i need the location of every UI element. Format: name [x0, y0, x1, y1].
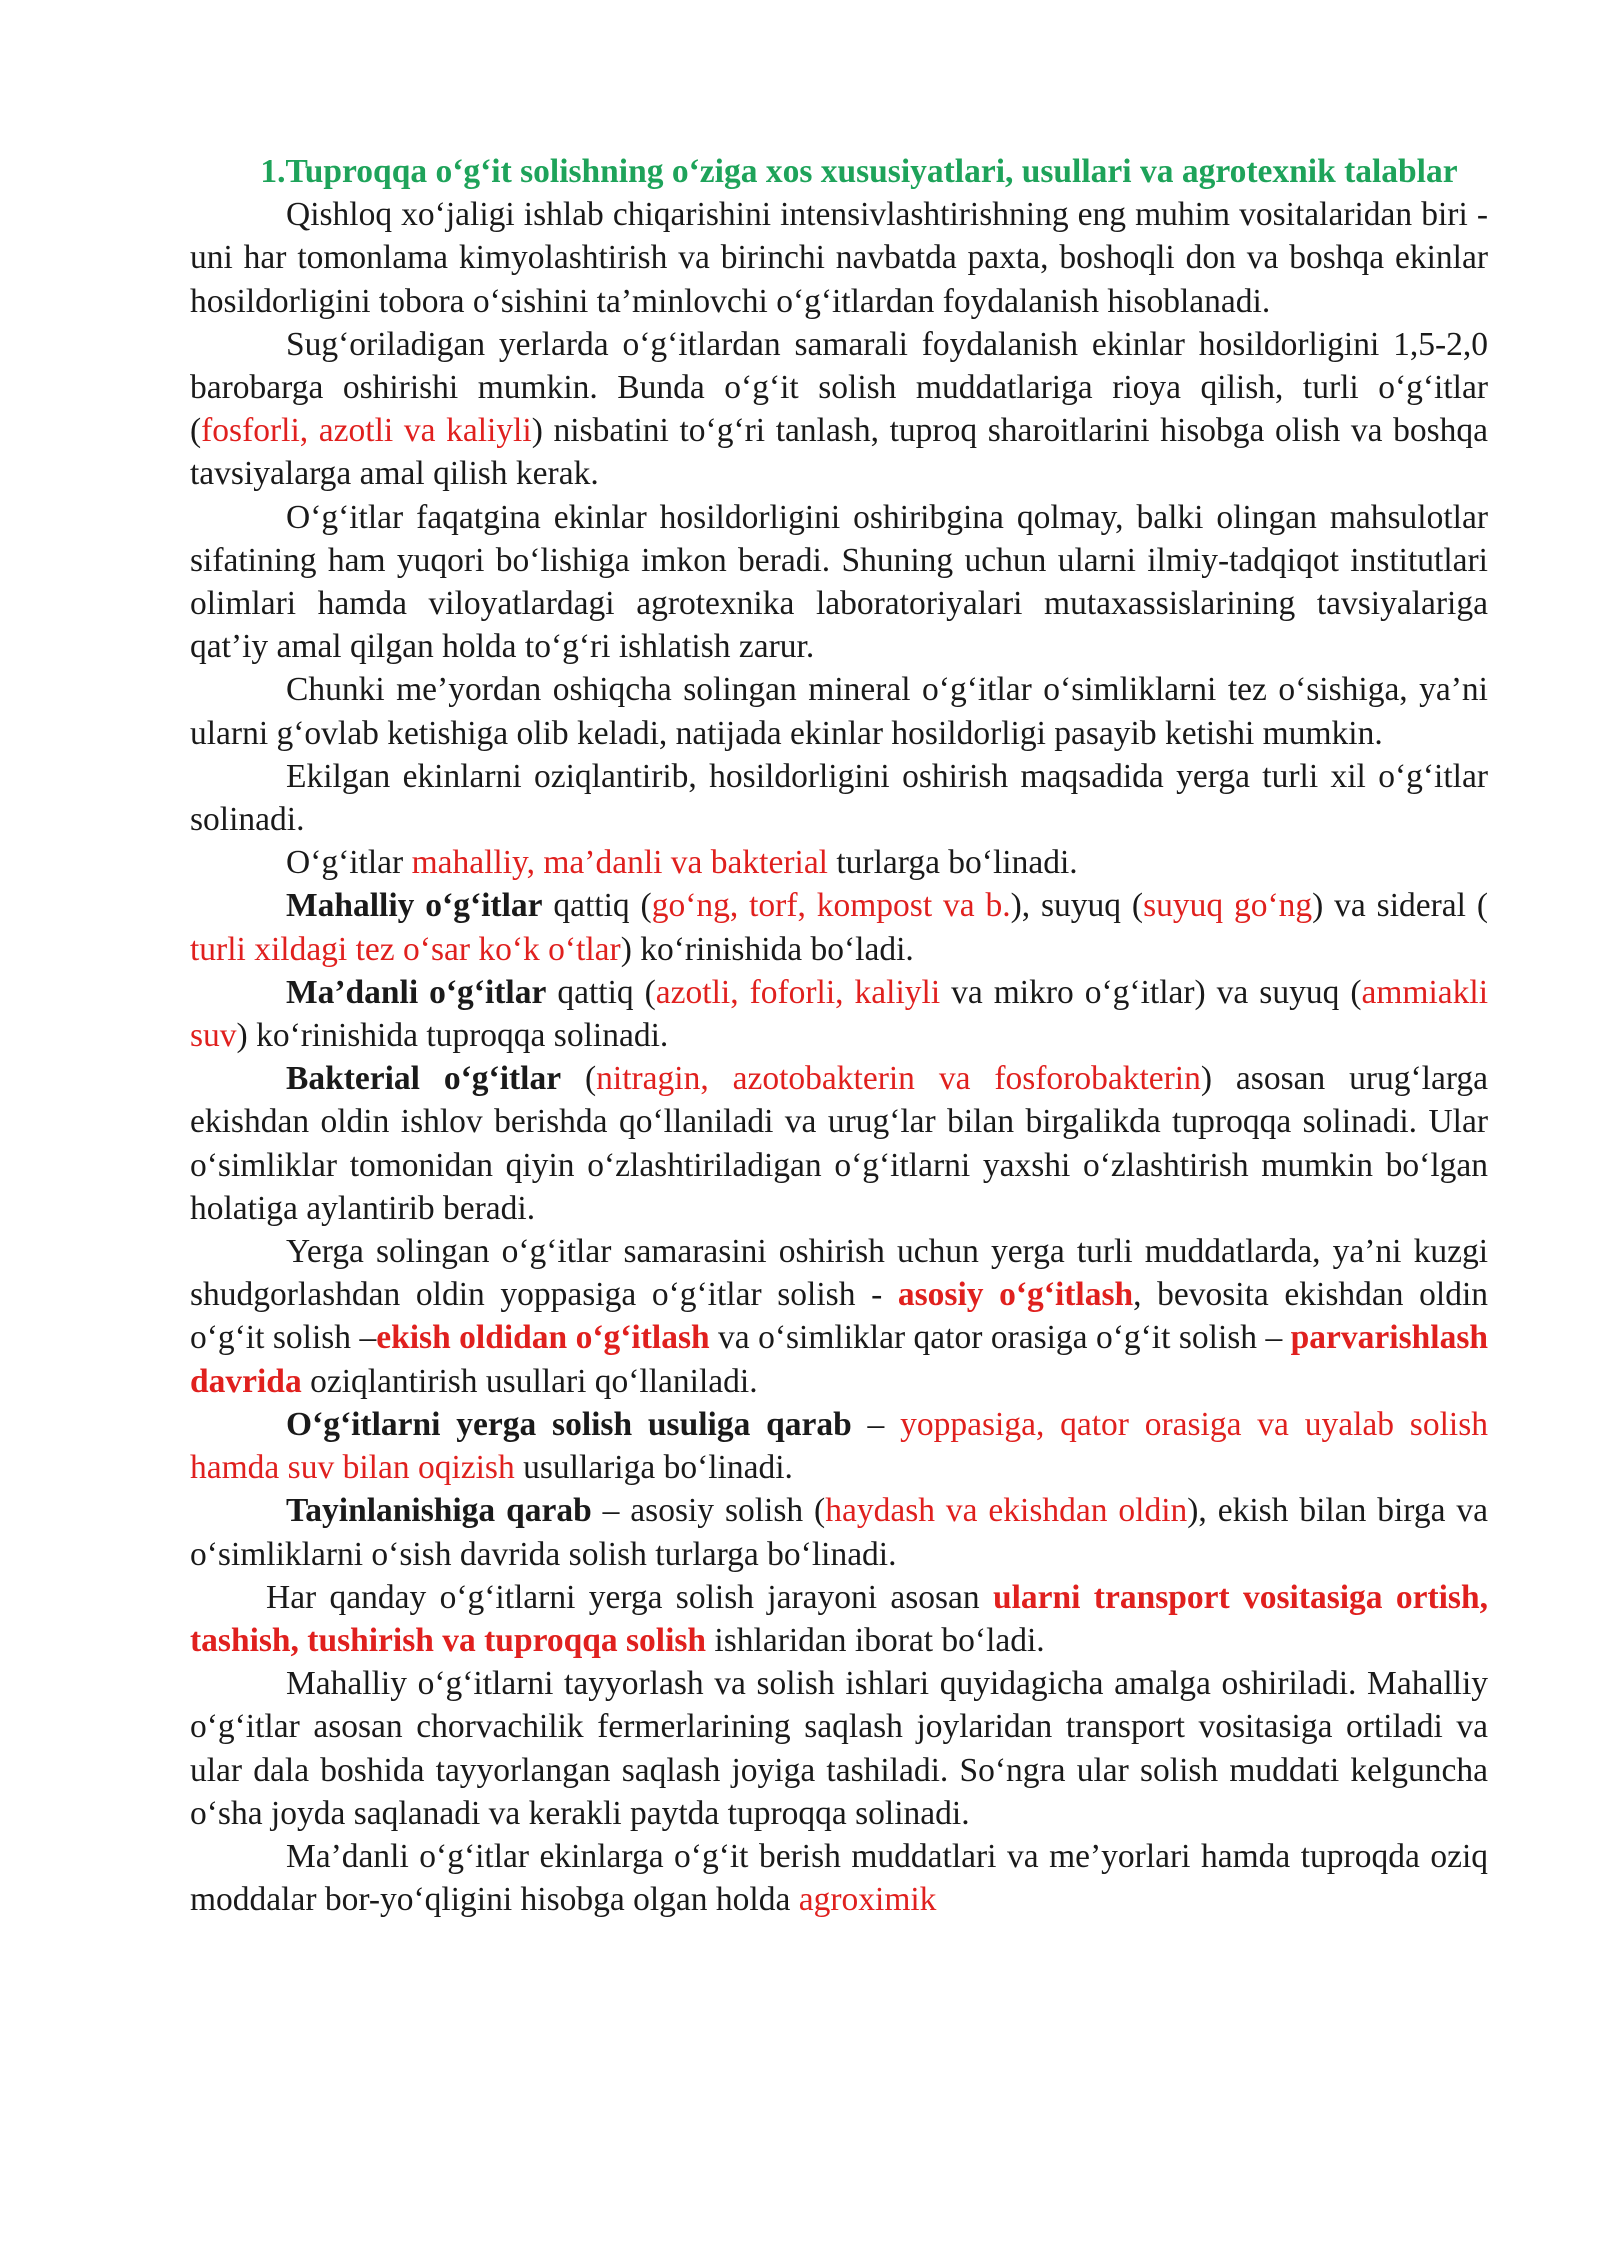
- paragraph-2: Sug‘oriladigan yerlarda o‘g‘itlardan samarali foydalanish ekinlar hosildorligini 1,5-2,0 barobarga oshirishi mumkin. Bunda o‘g‘it solish muddatlariga rioya qilish, turli o‘g‘itlar (fosforli, azotli va kaliyli) nisbatini to‘g‘ri tanlash, tuproq sharoitlarini hisobga olish va boshqa tavsiyalarga amal qilish kerak.: [190, 325, 1488, 493]
- highlight-bold-text: ekish oldidan o‘g‘itlash: [376, 1319, 710, 1357]
- highlight-text: go‘ng, torf, kompost va b.: [651, 887, 1011, 925]
- highlight-text: ammiakli suv: [190, 973, 1489, 1055]
- document-page: [190, 150, 1488, 1921]
- section-title: 1.Tuproqqa o‘g‘it solishning o‘ziga xos xususiyatlari, usullari va agrotexnik talablar: [260, 153, 1458, 190]
- highlight-text: nitragin, azotobakterin va fosforobakterin: [596, 1060, 1201, 1098]
- paragraph-12: Tayinlanishiga qarab – asosiy solish (haydash va ekishdan oldin), ekish bilan birga va o‘simliklarni o‘sish davrida solish turlarga bo‘linadi.: [190, 1492, 1488, 1573]
- paragraph-13: Har qanday o‘g‘itlarni yerga solish jarayoni asosan ularni transport vositasiga ortish, tashish, tushirish va tuproqqa solish ishlaridan iborat bo‘ladi.: [190, 1578, 1488, 1659]
- highlight-bold-text: asosiy o‘g‘itlash: [897, 1276, 1134, 1314]
- highlight-text: fosforli, azotli va kaliyli: [201, 412, 532, 450]
- bold-term: O‘g‘itlarni yerga solish usuliga qarab: [286, 1405, 852, 1443]
- paragraph-9: Bakterial o‘g‘itlar (nitragin, azotobakterin va fosforobakterin) asosan urug‘larga ekishdan oldin ishlov berishda qo‘llaniladi va urug‘lar bilan birgalikda tuproqqa solinadi. Ular o‘simliklar tomonidan qiyin o‘zlashtiriladigan o‘g‘itlarni yaxshi o‘zlashtirish mumkin bo‘lgan holatiga aylantirib beradi.: [190, 1060, 1489, 1227]
- highlight-bold-text: parvarishlash davrida: [190, 1319, 1488, 1400]
- highlight-bold-text: ularni transport vositasiga ortish, tashish, tushirish va tuproqqa solish: [190, 1578, 1488, 1659]
- bold-term: Tayinlanishiga qarab: [286, 1492, 592, 1530]
- bold-term: Mahalliy o‘g‘itlar: [286, 887, 543, 925]
- paragraph-10: Yerga solingan o‘g‘itlar samarasini oshirish uchun yerga turli muddatlarda, ya’ni kuzgi shudgorlashdan oldin yoppasiga o‘g‘itlar solish - asosiy o‘g‘itlash, bevosita ekishdan oldin o‘g‘it solish –ekish oldidan o‘g‘itlash va o‘simliklar qator orasiga o‘g‘it solish – parvarishlash davrida oziqlantirish usullari qo‘llaniladi.: [190, 1233, 1488, 1400]
- paragraph-6: O‘g‘itlar mahalliy, ma’danli va bakterial turlarga bo‘linadi.: [286, 844, 1078, 882]
- paragraph-7: Mahalliy o‘g‘itlar qattiq (go‘ng, torf, kompost va b.), suyuq (suyuq go‘ng) va sideral ( turli xildagi tez o‘sar ko‘k o‘tlar) ko‘rinishida bo‘ladi.: [190, 887, 1488, 968]
- paragraph-1: Qishloq xo‘jaligi ishlab chiqarishini intensivlashtirishning eng muhim vositalaridan biri - uni har tomonlama kimyolashtirish va birinchi navbatda paxta, boshoqli don va boshqa ekinlar hosildorligini tobora o‘sishini ta’minlovchi o‘g‘itlardan foydalanish hisoblanadi.: [190, 196, 1488, 320]
- paragraph-4: Chunki me’yordan oshiqcha solingan mineral o‘g‘itlar o‘simliklarni tez o‘sishiga, ya’ni ularni g‘ovlab ketishiga olib keladi, natijada ekinlar hosildorligi pasayib ketishi mumkin.: [190, 671, 1488, 752]
- paragraph-3: O‘g‘itlar faqatgina ekinlar hosildorligini oshiribgina qolmay, balki olingan mahsulotlar sifatining ham yuqori bo‘lishiga imkon beradi. Shuning uchun ularni ilmiy-tadqiqot institutlari olimlari hamda viloyatlardagi agrotexnika laboratoriyalari mutaxassislarining tavsiyalariga qat’iy amal qilgan holda to‘g‘ri ishlatish zarur.: [190, 498, 1488, 666]
- paragraph-8: Ma’danli o‘g‘itlar qattiq (azotli, foforli, kaliyli va mikro o‘g‘itlar) va suyuq (ammiakli suv) ko‘rinishida tuproqqa solinadi.: [190, 973, 1489, 1055]
- highlight-text: yoppasiga, qator orasiga va uyalab solish hamda suv bilan oqizish: [190, 1405, 1488, 1487]
- bold-term: Bakterial o‘g‘itlar: [286, 1060, 562, 1098]
- paragraph-14: Mahalliy o‘g‘itlarni tayyorlash va solish ishlari quyidagicha amalga oshiriladi. Mahalliy o‘g‘itlar asosan chorvachilik fermerlarining saqlash joylaridan transport vositasiga ortiladi va ular dala boshida tayyorlangan saqlash joyiga tashiladi. So‘ngra ular solish muddati kelguncha o‘sha joyda saqlanadi va kerakli paytda tuproqqa solinadi.: [190, 1665, 1488, 1832]
- paragraph-5: Ekilgan ekinlarni oziqlantirib, hosildorligini oshirish maqsadida yerga turli xil o‘g‘itlar solinadi.: [190, 757, 1488, 839]
- paragraph-11: O‘g‘itlarni yerga solish usuliga qarab – yoppasiga, qator orasiga va uyalab solish hamda suv bilan oqizish usullariga bo‘linadi.: [190, 1405, 1488, 1487]
- highlight-text: turli xildagi tez o‘sar ko‘k o‘tlar: [190, 930, 621, 968]
- bold-term: Ma’danli o‘g‘itlar: [286, 973, 547, 1011]
- highlight-text: agroximik: [798, 1881, 937, 1919]
- paragraph-15: Ma’danli o‘g‘itlar ekinlarga o‘g‘it berish muddatlari va me’yorlari hamda tuproqda oziq moddalar bor-yo‘qligini hisobga olgan holda agroximik: [190, 1837, 1488, 1919]
- highlight-text: suyuq go‘ng: [1143, 887, 1313, 925]
- highlight-text: azotli, foforli, kaliyli: [655, 973, 941, 1011]
- highlight-text: haydash va ekishdan oldin: [825, 1492, 1188, 1530]
- highlight-text: mahalliy, ma’danli va bakterial: [411, 844, 828, 882]
